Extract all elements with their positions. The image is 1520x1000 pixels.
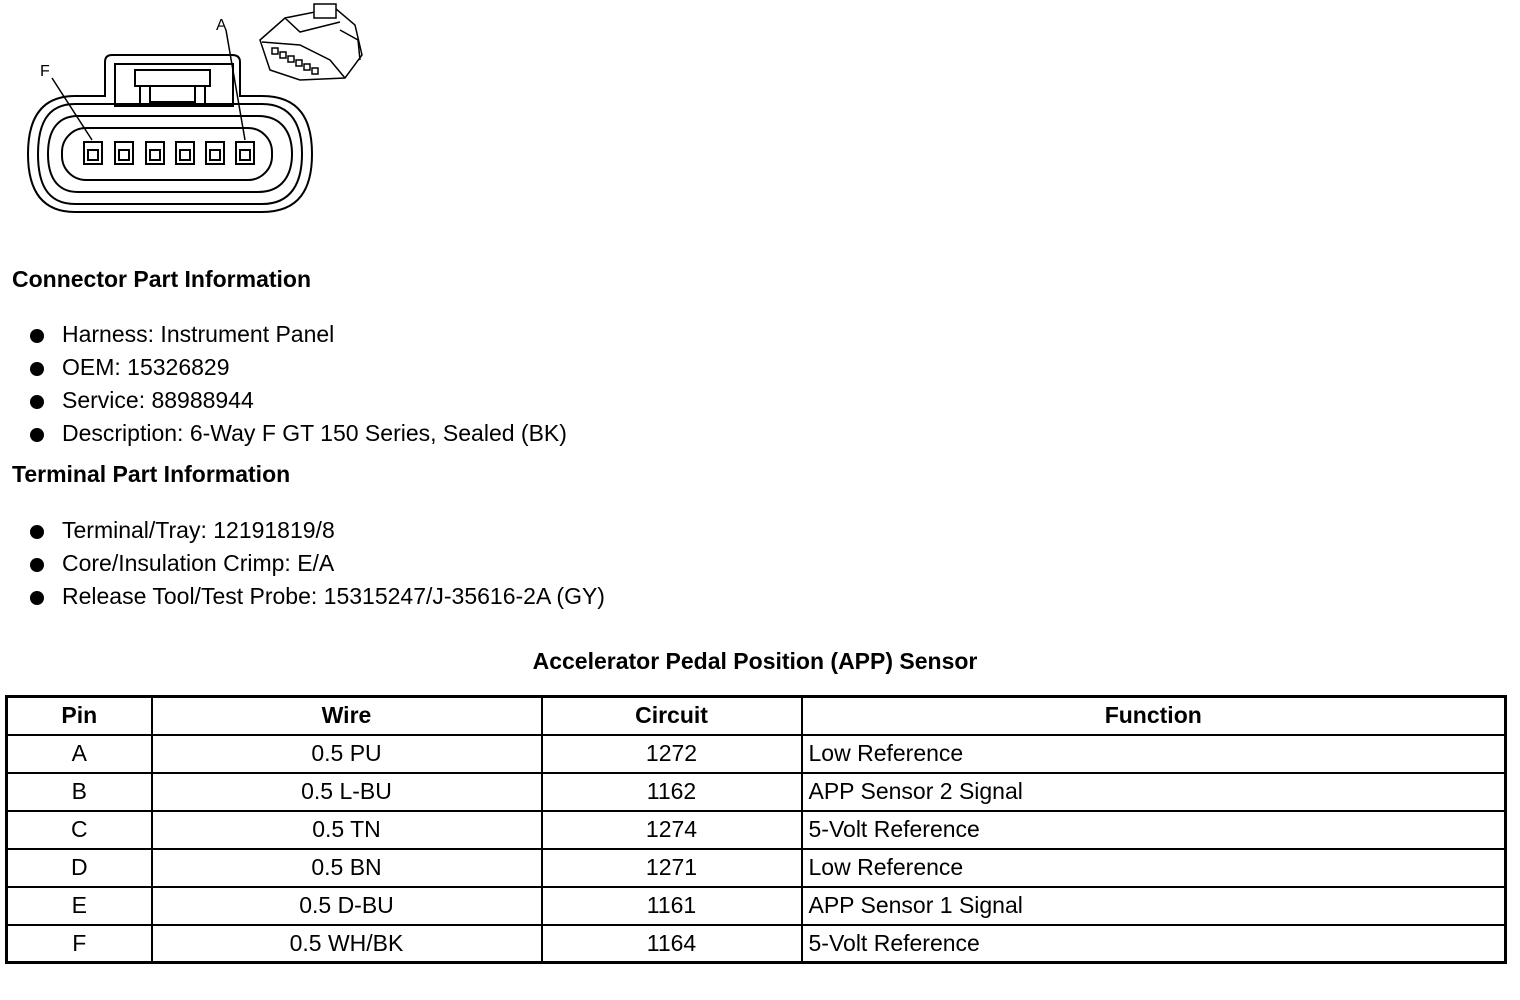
pin-cell: D [7,849,152,887]
pin-cell: C [7,811,152,849]
pinout-table [5,695,1507,964]
function-cell: Low Reference [802,735,1506,773]
table-row [7,925,1506,963]
list-item [30,384,567,417]
circuit-cell: 1161 [542,887,802,925]
connector-thumbnail [260,4,362,80]
column-header-wire: Wire [152,697,542,735]
bullet-icon [30,329,44,343]
list-item [30,351,567,384]
circuit-cell: 1272 [542,735,802,773]
column-header-pin: Pin [7,697,152,735]
function-cell: 5-Volt Reference [802,811,1506,849]
table-row [7,887,1506,925]
bullet-icon [30,362,44,376]
connector-diagram [0,0,400,230]
list-item [30,318,567,351]
pin-cell: F [7,925,152,963]
function-cell: APP Sensor 2 Signal [802,773,1506,811]
list-item-text: Description: 6-Way F GT 150 Series, Sealed (BK) [62,420,567,446]
table-row [7,773,1506,811]
list-item-text: Harness: Instrument Panel [62,321,335,347]
function-cell: 5-Volt Reference [802,925,1506,963]
table-title: Accelerator Pedal Position (APP) Sensor [532,648,978,674]
table-row [7,849,1506,887]
pin-label-f: F [40,63,50,80]
table-header-row [7,697,1506,735]
connector-info-heading: Connector Part Information [12,266,312,292]
function-cell: Low Reference [802,849,1506,887]
circuit-cell: 1274 [542,811,802,849]
bullet-icon [30,591,44,605]
circuit-cell: 1164 [542,925,802,963]
list-item [30,580,605,613]
pin-cell: B [7,773,152,811]
wire-cell: 0.5 PU [152,735,542,773]
wire-cell: 0.5 WH/BK [152,925,542,963]
list-item-text: Terminal/Tray: 12191819/8 [62,517,335,543]
terminal-info-heading: Terminal Part Information [12,461,291,487]
terminal-info-list [30,514,605,613]
list-item-text: Service: 88988944 [62,387,254,413]
wire-cell: 0.5 L-BU [152,773,542,811]
wire-cell: 0.5 BN [152,849,542,887]
circuit-cell: 1271 [542,849,802,887]
bullet-icon [30,558,44,572]
column-header-circuit: Circuit [542,697,802,735]
circuit-cell: 1162 [542,773,802,811]
list-item-text: Core/Insulation Crimp: E/A [62,550,335,576]
pin-cell: A [7,735,152,773]
function-cell: APP Sensor 1 Signal [802,887,1506,925]
wire-cell: 0.5 D-BU [152,887,542,925]
pin-label-a: A [216,17,227,34]
bullet-icon [30,525,44,539]
bullet-icon [30,395,44,409]
list-item [30,547,605,580]
list-item-text: OEM: 15326829 [62,354,230,380]
column-header-function: Function [802,697,1506,735]
wire-cell: 0.5 TN [152,811,542,849]
connector-info-list [30,318,567,450]
table-row [7,735,1506,773]
list-item-text: Release Tool/Test Probe: 15315247/J-35616-2A (GY) [62,583,605,609]
list-item [30,514,605,547]
connector-pins [84,142,254,164]
bullet-icon [30,428,44,442]
list-item [30,417,567,450]
pin-cell: E [7,887,152,925]
table-row [7,811,1506,849]
